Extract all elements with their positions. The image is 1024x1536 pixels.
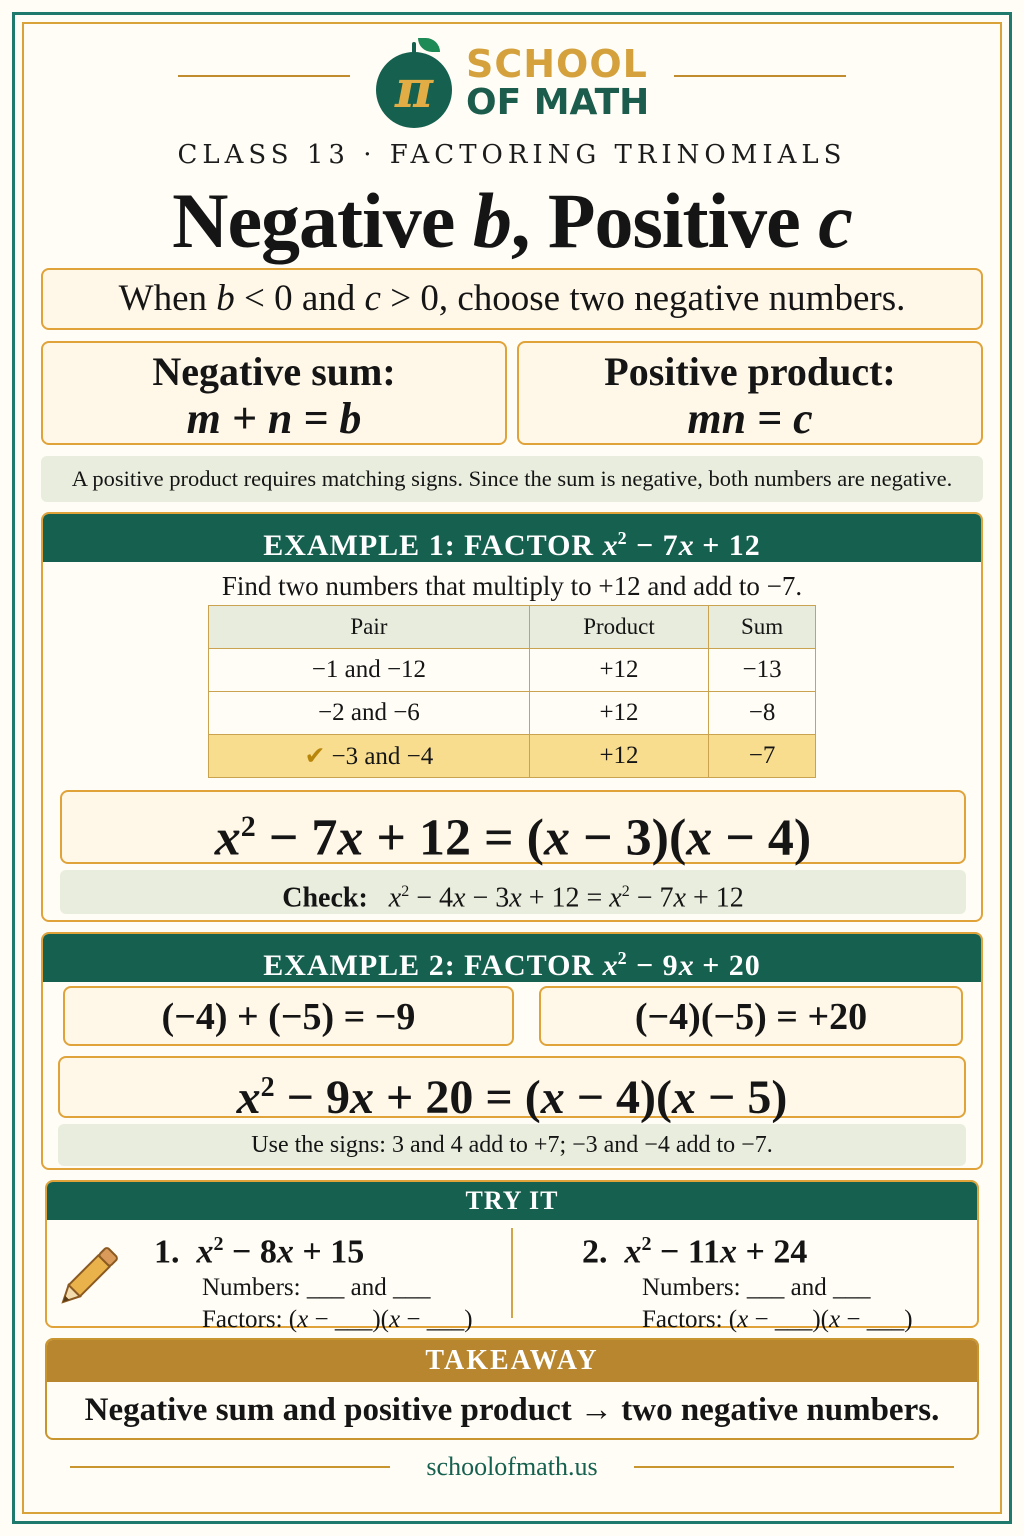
rule-title-sum: Negative sum: bbox=[152, 349, 396, 394]
table-cell-product: +12 bbox=[529, 692, 708, 735]
try-item-1 bbox=[154, 1224, 473, 1336]
table-cell-product: +12 bbox=[529, 735, 708, 778]
brand-name-line2: OF MATH bbox=[466, 82, 650, 123]
rule-title-product: Positive product: bbox=[604, 349, 896, 394]
sign-note: A positive product requires matching signs. Since the sum is negative, both numbers are negative. bbox=[41, 456, 983, 502]
table-header-row bbox=[209, 606, 816, 649]
example1-prompt: Find two numbers that multiply to +12 and add to −7. bbox=[221, 571, 803, 601]
header-rule-right bbox=[674, 75, 846, 77]
try-it-header: TRY IT bbox=[47, 1182, 977, 1220]
try-problem-1: 1. $x^2 - 8x + 15$ bbox=[154, 1233, 365, 1271]
table-header-sum: Sum bbox=[709, 606, 816, 649]
table-cell-product: +12 bbox=[529, 649, 708, 692]
table-cell-pair: −2 and −6 bbox=[209, 692, 530, 735]
brand-name-line1: SCHOOL bbox=[466, 42, 648, 86]
table-row bbox=[209, 649, 816, 692]
rule-box-sum bbox=[41, 341, 507, 445]
example2-product-box: (−4)(−5) = +20 bbox=[539, 986, 963, 1046]
header-rule-left bbox=[178, 75, 350, 77]
try-factors-2[interactable]: Factors: (x − ___)(x − ___) bbox=[642, 1306, 913, 1334]
pairs-table bbox=[208, 605, 816, 778]
logo-pi-icon: π bbox=[394, 59, 434, 120]
example2-sum-box: (−4) + (−5) = −9 bbox=[63, 986, 514, 1046]
takeaway-card bbox=[45, 1338, 979, 1440]
example1-check: Check: $x^2 - 4x - 3x + 12 = x^2 - 7x + 12$ bbox=[60, 870, 966, 914]
class-subtitle: CLASS 13 · FACTORING TRINOMIALS bbox=[177, 140, 847, 170]
takeaway-header: TAKEAWAY bbox=[47, 1340, 977, 1382]
table-header-product: Product bbox=[529, 606, 708, 649]
table-cell-sum: −8 bbox=[709, 692, 816, 735]
try-item-2 bbox=[582, 1224, 913, 1336]
intro-text: When b < 0 and c > 0, choose two negative numbers. bbox=[118, 278, 906, 319]
table-row bbox=[209, 692, 816, 735]
example1-header: EXAMPLE 1: FACTOR $x^2 - 7x + 12$ bbox=[43, 514, 981, 562]
table-cell-sum: −13 bbox=[709, 649, 816, 692]
intro-box bbox=[41, 268, 983, 330]
example2-result: $x^2 - 9x + 20 = (x - 4)(x - 5)$ bbox=[58, 1056, 966, 1118]
try-numbers-1[interactable]: Numbers: ___ and ___ bbox=[202, 1274, 431, 1302]
page-title: Negative b, Positive c bbox=[172, 177, 852, 264]
example2-header: EXAMPLE 2: FACTOR $x^2 - 9x + 20$ bbox=[43, 934, 981, 982]
rule-formula-sum: m + n = b bbox=[186, 394, 362, 443]
table-cell-pair: ✔ −3 and −4 bbox=[209, 735, 530, 778]
rule-formula-product: mn = c bbox=[687, 394, 813, 443]
table-row-highlighted bbox=[209, 735, 816, 778]
try-factors-1[interactable]: Factors: (x − ___)(x − ___) bbox=[202, 1306, 473, 1334]
rule-box-product bbox=[517, 341, 983, 445]
example2-note: Use the signs: 3 and 4 add to +7; −3 and −4 add to −7. bbox=[58, 1124, 966, 1166]
table-cell-pair: −1 and −12 bbox=[209, 649, 530, 692]
footer-url[interactable]: schoolofmath.us bbox=[426, 1452, 598, 1481]
pencil-icon bbox=[52, 1240, 122, 1316]
takeaway-text: Negative sum and positive product → two negative numbers. bbox=[84, 1392, 940, 1428]
table-cell-sum: −7 bbox=[709, 735, 816, 778]
table-header-pair: Pair bbox=[209, 606, 530, 649]
try-numbers-2[interactable]: Numbers: ___ and ___ bbox=[642, 1274, 871, 1302]
checkmark-icon: ✔ bbox=[304, 741, 326, 770]
example1-result: $x^2 - 7x + 12 = (x - 3)(x - 4)$ bbox=[60, 790, 966, 864]
try-divider bbox=[511, 1228, 513, 1318]
try-problem-2: 2. $x^2 - 11x + 24$ bbox=[582, 1233, 808, 1271]
